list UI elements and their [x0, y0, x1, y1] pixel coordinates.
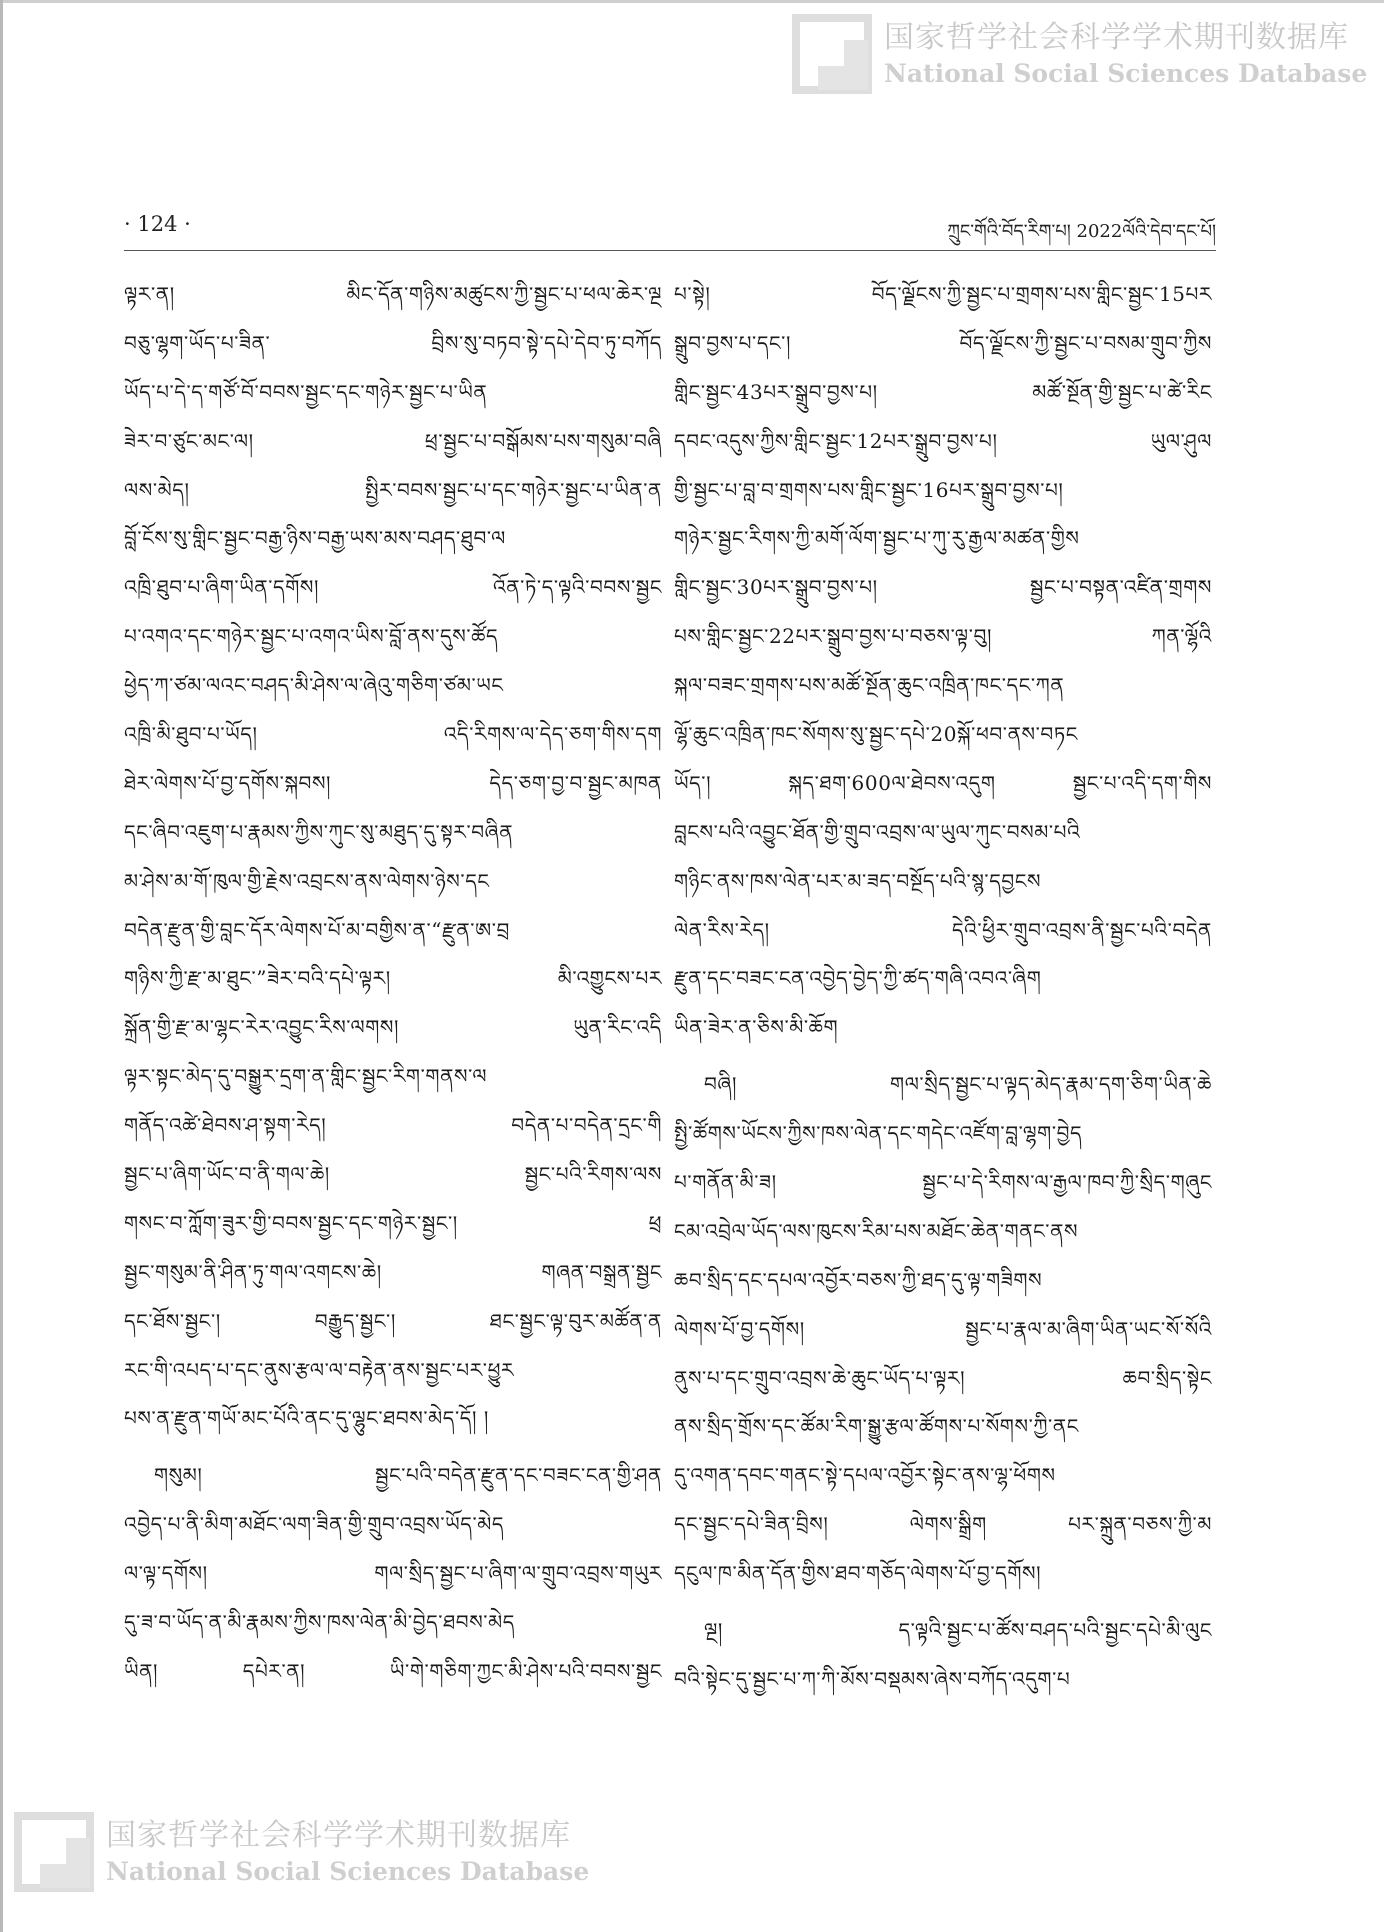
- page-border-top: [0, 0, 1384, 3]
- text-line: ལེན་རིས་རེད། དེའི་ཕྱིར་གྲུབ་འབྲས་ནི་སྦྱང་པའི་བདེན: [674, 917, 1212, 942]
- text-line: བློ་ངོས་སུ་གླིང་སྦྱང་བརྒྱ་ཉིས་བརྒྱ་ཡས་མས་བཤད་ཐུབ་ལ: [124, 526, 506, 551]
- text-line: བའི་སྟེང་དུ་སྦྱང་པ་ཀ་ཀི་མོས་བསྡམས་ཞེས་བཀོད་འདུག་པ: [674, 1666, 1071, 1691]
- text-line: ལྷོ་ཆུང་འཁྲིན་ཁང་སོགས་སུ་སྦྱང་དཔེ་20སྐོ་ཕབ་ནས་བཏང: [674, 722, 1078, 747]
- text-line: རྫུན་དང་བཟང་ངན་འབྱེད་བྱེད་ཀྱི་ཚད་གཞི་འབའ་ཞིག: [674, 966, 1042, 991]
- watermark-chinese: 国家哲学社会科学学术期刊数据库: [884, 20, 1349, 55]
- text-line: གྱི་སྦྱང་པ་བླ་བ་གྲགས་པས་གླིང་སྦྱང་16པར་སྒྲུབ་བྱས་པ།: [674, 477, 1064, 502]
- text-line: ནས་སྲིད་གྲོས་དང་ཚོམ་རིག་སྒྱུ་རྩལ་ཚོགས་པ་སོགས་ཀྱི་ནང: [674, 1414, 1079, 1439]
- journal-title: ཀྲུང་གོའི་བོད་རིག་པ། 2022ལོའི་དེབ་དང་པོ།: [947, 221, 1216, 242]
- text-line: པ་སྟེ། བོད་ལྗོངས་ཀྱི་སྦྱང་པ་གྲགས་པས་གླིང་སྦྱང་15པར: [674, 282, 1212, 306]
- text-line: རང་གི་འཔད་པ་དང་ནུས་རྩལ་ལ་བརྟེན་ནས་སྦྱང་པར་ཕྱུར: [124, 1357, 515, 1382]
- text-line: བླངས་པའི་འབྱུང་ཐོན་གྱི་གྲུབ་འབྲས་ལ་ཡུལ་ཀུང་བསམ་པའི: [674, 819, 1081, 844]
- page-border-left: [0, 0, 3, 1932]
- text-line: དང་ཐོས་སྦྱང་། བརྒྱུད་སྦྱང་། ཐང་སྦྱང་ལྟ་བུར་མཚོན་ན: [124, 1308, 662, 1333]
- text-line: སྒྲུབ་བྱས་པ་དང་། བོད་ལྗོངས་ཀྱི་སྦྱང་པ་བསམ་གྲུབ་ཀྱིས: [674, 330, 1212, 355]
- text-line: གཉིས་ཀྱི་རྫ་མ་ཐུང་”ཟེར་བའི་དཔེ་ལྟར། མི་འགྱུངས་པར: [124, 966, 662, 991]
- text-line: པས་ན་རྫུན་གཡོ་མང་པོའི་ནང་དུ་ལྷུང་ཐབས་མེད་དོ། །: [124, 1406, 489, 1431]
- text-line: པ་འགའ་དང་གཉེར་སྦྱང་པ་འགའ་ཡིས་བློ་ནས་དུས་ཚོད: [124, 624, 499, 649]
- text-line: ངམ་འབྲེལ་ཡོད་ལས་ཁུངས་རིམ་པས་མཐོང་ཆེན་གནང་ནས: [674, 1218, 1079, 1243]
- text-line: དང་ཞིབ་འཇུག་པ་རྣམས་ཀྱིས་ཀུང་སུ་མཐུད་དུ་སྟར་བཞིན: [124, 819, 514, 844]
- database-logo-icon: [792, 14, 872, 94]
- text-line: དང་སྦྱང་དཔེ་ཟིན་བྲིས། ལེགས་སྒྲིག པར་སྐྲུན་བཅས་ཀྱི་མ: [674, 1512, 1212, 1537]
- text-line: ཕྱེད་ཀ་ཙམ་ལའང་བཤད་མི་ཤེས་ལ་ཞེའུ་གཅིག་ཙམ་ཡང: [124, 673, 504, 698]
- text-line: བདེན་རྫུན་གྱི་བླང་དོར་ལེགས་པོ་མ་བགྱིས་ན་“རྫུན་ཨ་བྲ: [124, 917, 510, 942]
- text-line: སྤྱི་ཚོགས་ཡོངས་ཀྱིས་ཁས་ལེན་དང་གདེང་འཛོག་བླ་ལྷག་བྱེད: [674, 1121, 1083, 1146]
- text-line: ལྟར་སྟང་མེད་དུ་བསྒྱུར་དྲག་ན་གླིང་སྦྱང་རིག་གནས་ལ: [124, 1064, 488, 1089]
- text-line: གླིང་སྦྱང་30པར་སྒྲུབ་བྱས་པ། སྦྱང་པ་བསྟན་འཛིན་གྲགས: [674, 575, 1212, 600]
- text-line: སྦྱང་པ་ཞིག་ཡོང་བ་ནི་གལ་ཆེ། སྦྱང་པའི་རིགས་ལས: [124, 1162, 662, 1187]
- text-line: དུ་ཟ་བ་ཡོད་ན་མི་རྣམས་ཀྱིས་ཁས་ལེན་མི་བྱེད་ཐབས་མེད: [124, 1610, 515, 1635]
- text-line: ལེགས་པོ་བྱ་དགོས། སྦྱང་པ་རྣལ་མ་ཞིག་ཡིན་ཡང་སོ་སོའི: [674, 1316, 1212, 1341]
- text-line: གཉིང་ནས་ཁས་ལེན་པར་མ་ཟད་བསྔོད་པའི་སྙ་དབྱངས: [674, 868, 1042, 893]
- watermark-bottom: [14, 1812, 589, 1892]
- text-line: གླིང་སྦྱང་43པར་སྒྲུབ་བྱས་པ། མཚོ་སྔོན་གྱི་སྦྱང་པ་ཚེ་རིང: [674, 379, 1212, 404]
- text-line: ལ་ལྟ་དགོས། གལ་སྲིད་སྦྱང་པ་ཞིག་ལ་གྲུབ་འབྲས་གཡུར: [124, 1561, 662, 1586]
- text-line: དབང་འདུས་ཀྱིས་གླིང་སྦྱང་12པར་སྒྲུབ་བྱས་པ། ཡུལ་ཤུལ: [674, 428, 1212, 453]
- text-line: མ་ཤེས་མ་གོ་ཁུལ་གྱི་རྗེས་འབྲངས་ནས་ལེགས་ཉེས་དང: [124, 868, 490, 893]
- text-line: གསང་བ་ཀློག་ཟུར་གྱི་བབས་སྦྱང་དང་གཉེར་སྦྱང་། ཕྲ: [124, 1210, 662, 1235]
- watermark-top: [792, 14, 1367, 94]
- watermark-chinese: 国家哲学社会科学学术期刊数据库: [106, 1818, 571, 1853]
- section-three-heading-line: གསུམ། སྦྱང་པའི་བདེན་རྫུན་དང་བཟང་ངན་གྱི་ཤན: [154, 1463, 662, 1488]
- text-line: འཁྲི་ཐུབ་པ་ཞིག་ཡིན་དགོས། འོན་ཏེ་ད་ལྟའི་བབས་སྦྱང: [124, 575, 662, 600]
- text-line: ལས་མེད། སྤྱིར་བབས་སྦྱང་པ་དང་གཉེར་སྦྱང་པ་ཡིན་ན: [124, 477, 662, 502]
- section-five-heading-line: ལྔ། ད་ལྟའི་སྦྱང་པ་ཚོས་བཤད་པའི་སྦྱང་དཔེ་མི་ལུང: [704, 1618, 1212, 1643]
- section-four-heading-line: བཞི། གལ་སྲིད་སྦྱང་པ་ལྟད་མེད་རྣམ་དག་ཅིག་ཡིན་ཆེ: [704, 1072, 1212, 1097]
- text-line: ཐེར་ལེགས་པོ་བྱ་དགོས་སྐབས། དེད་ཅག་བྱ་བ་སྦྱང་མཁན: [124, 770, 662, 795]
- text-line: ཡོད་། སྐད་ཐག་600ལ་ཐེབས་འདུག སྦྱང་པ་འདི་དག་གིས: [674, 770, 1212, 795]
- text-line: བཅུ་ལྷག་ཡོད་པ་ཟིན་ བྲིས་སུ་བཏབ་སྟེ་དཔེ་དེབ་ཏུ་བཀོད: [124, 330, 662, 355]
- text-line: སྦྱང་གསུམ་ནི་ཤིན་ཏུ་གལ་འགངས་ཆེ། གཞན་བསྒྲན་སྦྱང: [124, 1259, 662, 1284]
- page-number: · 124 ·: [124, 212, 191, 236]
- running-head: [124, 212, 1216, 250]
- text-line: སྐལ་བཟང་གྲགས་པས་མཚོ་སྔོན་ཆུང་འཁྲིན་ཁང་དང་ཀན: [674, 673, 1065, 698]
- database-logo-icon: [14, 1812, 94, 1892]
- text-line: སྐྲོན་གྱི་རྫ་མ་ལྷང་རེར་འབྱུང་རིས་ལགས། ཡུན་རིང་འདི: [124, 1015, 662, 1040]
- text-line: པ་གནོན་མི་ཟ། སྦྱང་པ་དེ་རིགས་ལ་རྒྱལ་ཁབ་ཀྱི་སྲིད་གཞུང: [674, 1170, 1212, 1195]
- watermark-english: National Social Sciences Database: [106, 1857, 590, 1886]
- text-line: ཡིན་ཟེར་ན་ཅིས་མི་ཆོག: [674, 1015, 839, 1040]
- text-line: དུ་འགན་དབང་གནང་སྟེ་དཔལ་འབྱོར་སྟེང་ནས་ལྷ་ཕོགས: [674, 1463, 1056, 1488]
- text-line: གནོད་འཚེ་ཐེབས་ཤ་སྟག་རེད། བདེན་པ་བདེན་དྲང་གི: [124, 1113, 662, 1138]
- text-line: འཁྲི་མི་ཐུབ་པ་ཡོད། འདི་རིགས་ལ་དེད་ཅག་གིས་དག: [124, 722, 662, 747]
- text-line: ནུས་པ་དང་གྲུབ་འབྲས་ཆེ་ཆུང་ཡོད་པ་ལྟར། ཆབ་སྲིད་སྟེང: [674, 1365, 1212, 1390]
- watermark-english: National Social Sciences Database: [884, 59, 1368, 88]
- right-column: [674, 270, 1212, 1704]
- left-column: [124, 270, 662, 1696]
- text-line: པས་གླིང་སྦྱང་22པར་སྒྲུབ་བྱས་པ་བཅས་ལྟ་བུ། ཀན་ལྷོའི: [674, 624, 1212, 649]
- text-line: ཡིན། དཔེར་ན། ཡི་གེ་གཅིག་ཀྱང་མི་ཤེས་པའི་བབས་སྦྱང: [124, 1658, 662, 1683]
- text-line: དངུལ་ཁ་མིན་དོན་གྱིས་ཐབ་གཅོད་ལེགས་པོ་བྱ་དགོས།: [674, 1561, 1042, 1586]
- text-line: གཉེར་སྦྱང་རིགས་ཀྱི་མགོ་ལོག་སྦྱང་པ་ཀུ་རུ་རྒྱལ་མཚན་གྱིས: [674, 526, 1080, 551]
- header-rule: [124, 250, 1216, 251]
- text-line: ལྟར་ན། མིང་དོན་གཉིས་མཚུངས་ཀྱི་སྦྱང་པ་ཕལ་ཆེར་ལྔ: [124, 282, 662, 306]
- text-line: ཆབ་སྲིད་དང་དཔལ་འབྱོར་བཅས་ཀྱི་ཐད་དུ་ལྟ་གཟིགས: [674, 1267, 1043, 1292]
- text-line: འབྱེད་པ་ནི་མིག་མཐོང་ལག་ཟིན་གྱི་གྲུབ་འབྲས་ཡོད་མེད: [124, 1512, 505, 1537]
- text-line: ཟེར་བ་ཙུང་མང་ལ། ཕྲ་སྦྱང་པ་བསྒོམས་པས་གསུམ་བཞི: [124, 428, 662, 453]
- text-line: ཡོད་པ་དེ་ད་གཙོ་བོ་བབས་སྦྱང་དང་གཉེར་སྦྱང་པ་ཡིན: [124, 379, 488, 404]
